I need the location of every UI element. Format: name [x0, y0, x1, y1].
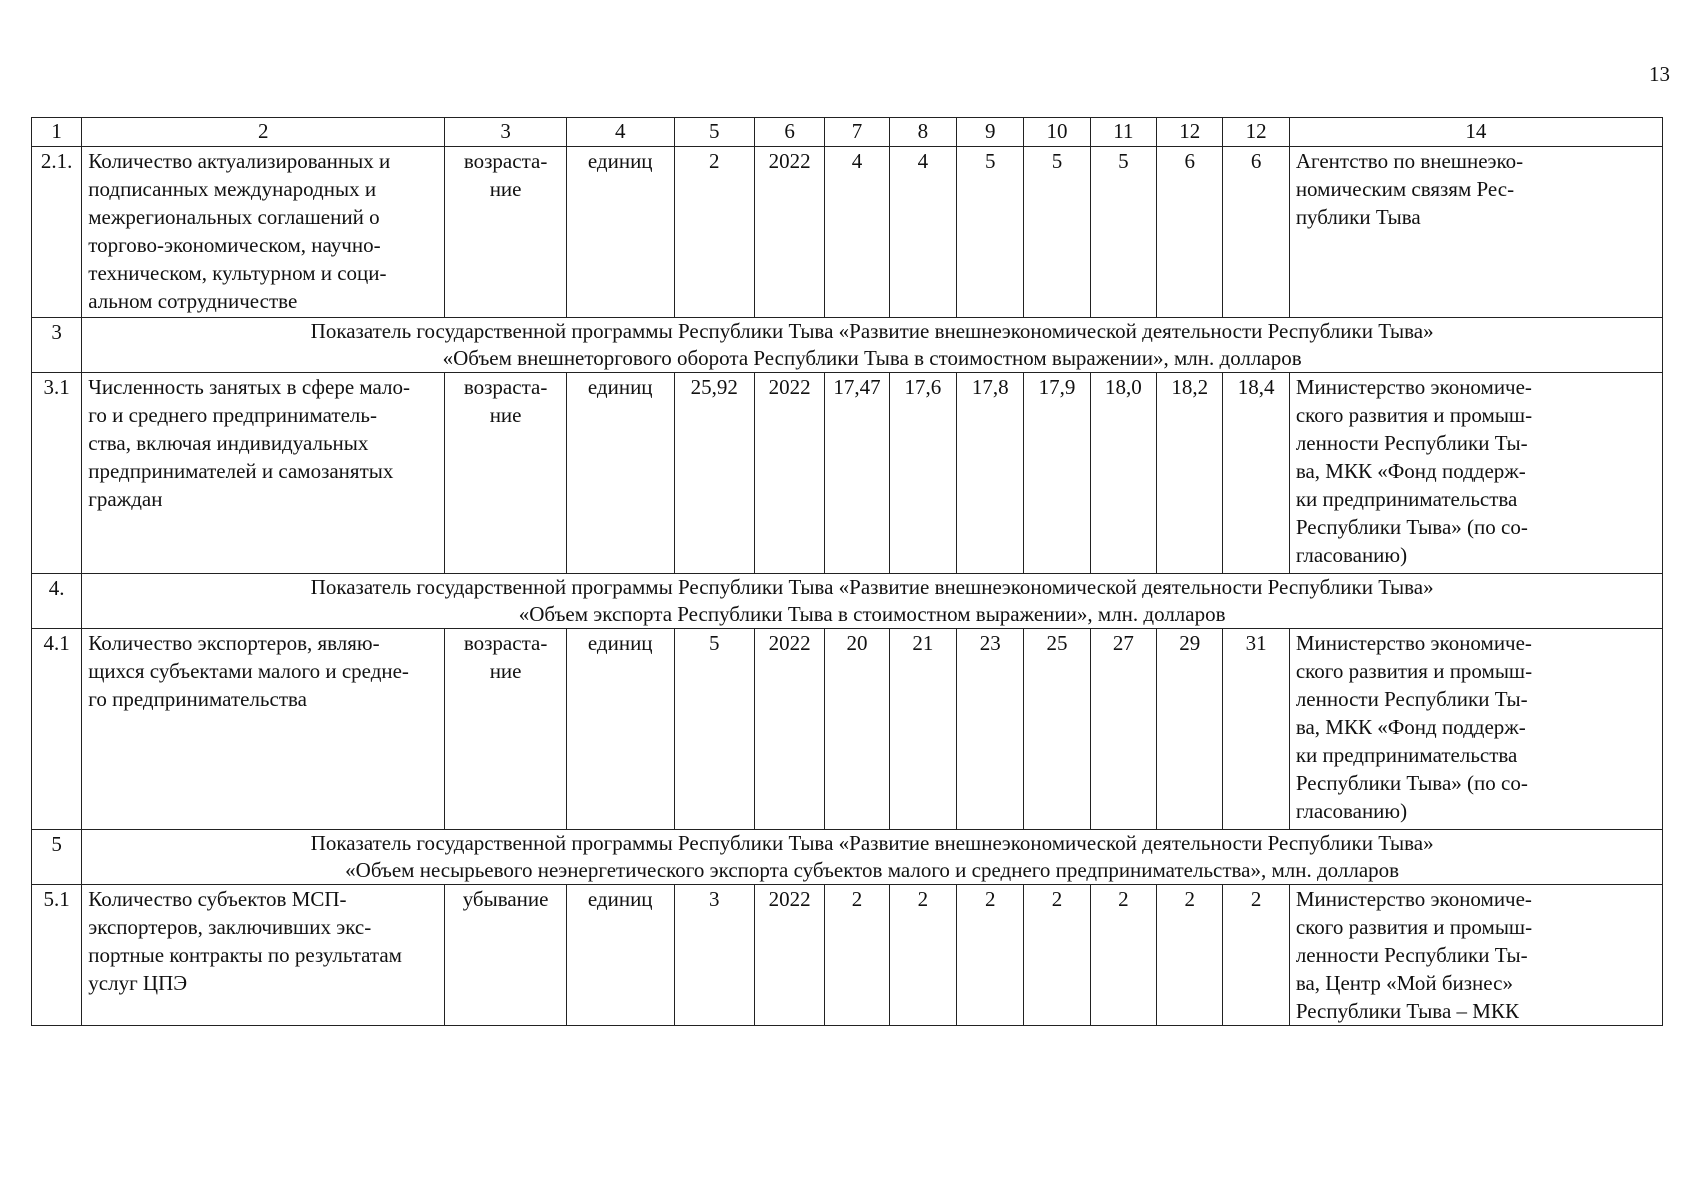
section-number: 4.	[32, 574, 82, 629]
trend: убывание	[445, 885, 567, 1026]
section-number: 3	[32, 318, 82, 373]
section-header-row	[32, 830, 1663, 885]
page-number: 13	[1649, 62, 1670, 86]
column-number: 4	[566, 118, 674, 147]
value-cell: 17,47	[825, 373, 889, 574]
value-cell: 17,9	[1024, 373, 1090, 574]
value-cell: 20	[825, 629, 889, 830]
value-cell: 4	[889, 147, 956, 318]
section-header-row	[32, 574, 1663, 629]
base-year: 2022	[754, 147, 824, 318]
section-title	[82, 830, 1663, 885]
base-value: 5	[674, 629, 754, 830]
value-cell: 2	[1090, 885, 1156, 1026]
value-cell: 6	[1223, 147, 1289, 318]
value-cell: 5	[957, 147, 1024, 318]
table-row	[32, 629, 1663, 830]
indicator-name: Количество экспортеров, являю- щихся субъектами малого и средне- го предпринимательства	[82, 629, 445, 830]
value-cell: 25	[1024, 629, 1090, 830]
indicator-name: Количество субъектов МСП- экспортеров, заключивших экс- портные контракты по результатам услуг ЦПЭ	[82, 885, 445, 1026]
table-row	[32, 147, 1663, 318]
table-row	[32, 885, 1663, 1026]
section-title-line2: «Объем внешнеторгового оборота Республики Тыва в стоимостном выражении», млн. долларов	[442, 346, 1302, 370]
column-number: 2	[82, 118, 445, 147]
value-cell: 29	[1157, 629, 1223, 830]
section-title-line2: «Объем несырьевого неэнергетического экспорта субъектов малого и среднего предпринимательства», млн. долларов	[345, 858, 1400, 882]
unit: единиц	[566, 373, 674, 574]
column-number: 9	[957, 118, 1024, 147]
value-cell: 23	[957, 629, 1024, 830]
column-number: 12	[1157, 118, 1223, 147]
value-cell: 18,4	[1223, 373, 1289, 574]
value-cell: 2	[1223, 885, 1289, 1026]
responsible-org: Агентство по внешнеэко- номическим связям Рес- публики Тыва	[1289, 147, 1662, 318]
unit: единиц	[566, 885, 674, 1026]
value-cell: 6	[1157, 147, 1223, 318]
value-cell: 4	[825, 147, 889, 318]
section-header-row	[32, 318, 1663, 373]
column-number: 1	[32, 118, 82, 147]
section-title	[82, 318, 1663, 373]
indicator-name: Численность занятых в сфере мало- го и среднего предприниматель- ства, включая индивидуальных предпринимателей и самозанятых граждан	[82, 373, 445, 574]
value-cell: 18,2	[1157, 373, 1223, 574]
base-year: 2022	[754, 373, 824, 574]
table-row	[32, 373, 1663, 574]
value-cell: 2	[1024, 885, 1090, 1026]
base-year: 2022	[754, 629, 824, 830]
section-title-line1: Показатель государственной программы Республики Тыва «Развитие внешнеэкономической деятельности Республики Тыва»	[310, 575, 1434, 599]
row-number: 4.1	[32, 629, 82, 830]
base-year: 2022	[754, 885, 824, 1026]
base-value: 3	[674, 885, 754, 1026]
base-value: 25,92	[674, 373, 754, 574]
section-title	[82, 574, 1663, 629]
value-cell: 18,0	[1090, 373, 1156, 574]
section-title-line1: Показатель государственной программы Республики Тыва «Развитие внешнеэкономической деятельности Республики Тыва»	[310, 831, 1434, 855]
column-number: 10	[1024, 118, 1090, 147]
base-value: 2	[674, 147, 754, 318]
unit: единиц	[566, 147, 674, 318]
indicator-name: Количество актуализированных и подписанных международных и межрегиональных соглашений о торгово-экономическом, научно- техническом, культурном и соци- альном сотрудничестве	[82, 147, 445, 318]
value-cell: 2	[957, 885, 1024, 1026]
row-number: 3.1	[32, 373, 82, 574]
value-cell: 17,6	[889, 373, 956, 574]
value-cell: 17,8	[957, 373, 1024, 574]
trend: возраста- ние	[445, 629, 567, 830]
value-cell: 31	[1223, 629, 1289, 830]
value-cell: 2	[1157, 885, 1223, 1026]
column-number: 11	[1090, 118, 1156, 147]
column-number: 7	[825, 118, 889, 147]
section-number: 5	[32, 830, 82, 885]
value-cell: 21	[889, 629, 956, 830]
value-cell: 2	[825, 885, 889, 1026]
column-number: 3	[445, 118, 567, 147]
column-number: 5	[674, 118, 754, 147]
responsible-org: Министерство экономиче- ского развития и промыш- ленности Республики Ты- ва, МКК «Фонд поддерж- ки предпринимательства Республики Тыва» (по со- гласованию)	[1289, 373, 1662, 574]
trend: возраста- ние	[445, 147, 567, 318]
column-number-row	[32, 118, 1663, 147]
value-cell: 27	[1090, 629, 1156, 830]
value-cell: 5	[1024, 147, 1090, 318]
responsible-org: Министерство экономиче- ского развития и промыш- ленности Республики Ты- ва, Центр «Мой бизнес» Республики Тыва – МКК	[1289, 885, 1662, 1026]
column-number: 12	[1223, 118, 1289, 147]
unit: единиц	[566, 629, 674, 830]
indicators-table	[31, 117, 1663, 1026]
column-number: 8	[889, 118, 956, 147]
column-number: 14	[1289, 118, 1662, 147]
row-number: 2.1.	[32, 147, 82, 318]
value-cell: 2	[889, 885, 956, 1026]
section-title-line1: Показатель государственной программы Республики Тыва «Развитие внешнеэкономической деятельности Республики Тыва»	[310, 319, 1434, 343]
responsible-org: Министерство экономиче- ского развития и промыш- ленности Республики Ты- ва, МКК «Фонд поддерж- ки предпринимательства Республики Тыва» (по со- гласованию)	[1289, 629, 1662, 830]
row-number: 5.1	[32, 885, 82, 1026]
section-title-line2: «Объем экспорта Республики Тыва в стоимостном выражении», млн. долларов	[518, 602, 1226, 626]
column-number: 6	[754, 118, 824, 147]
value-cell: 5	[1090, 147, 1156, 318]
trend: возраста- ние	[445, 373, 567, 574]
